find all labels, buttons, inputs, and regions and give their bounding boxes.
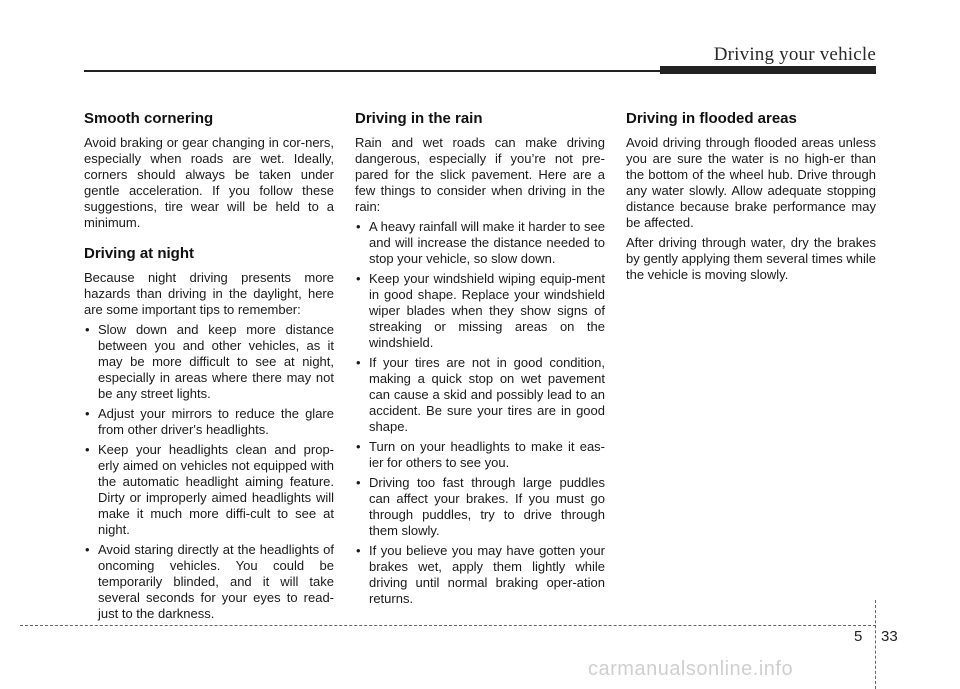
heading-driving-in-rain: Driving in the rain (355, 110, 483, 127)
list-item: • If your tires are not in good condition, making a quick stop on wet pavement can cause a skid and possibly lead to an accident. Be sure your tires are in good shape. (355, 355, 605, 435)
list-item: • Avoid staring directly at the headlights of oncoming vehicles. You could be temporarily blinded, and it will take several seconds for your eyes to read-just to the darkness. (84, 542, 334, 622)
watermark: carmanualsonline.info (588, 658, 794, 680)
column-middle (355, 110, 605, 611)
footer-dashed-rule (20, 625, 876, 626)
list-item: • Turn on your headlights to make it eas-ier for others to see you. (355, 439, 605, 471)
chapter-number: 5 (854, 628, 863, 645)
list-item: • Adjust your mirrors to reduce the glare from other driver's headlights. (84, 406, 334, 438)
list-item: • Keep your headlights clean and prop-erly aimed on vehicles not equipped with the automatic headlight aiming feature. Dirty or improperly aimed headlights will make it much more diffi-cult to see at night. (84, 442, 334, 538)
rain-tips-list (355, 219, 605, 607)
paragraph-night-intro: Because night driving presents more hazards than driving in the daylight, here are some important tips to remember: (84, 270, 334, 317)
night-tips-list (84, 322, 334, 622)
list-item: • A heavy rainfall will make it harder to see and will increase the distance needed to stop your vehicle, so slow down. (355, 219, 605, 267)
footer-vertical-rule (875, 600, 876, 689)
header-rule-thin (84, 70, 660, 72)
header-title: Driving your vehicle (713, 44, 876, 65)
list-item: • Slow down and keep more distance between you and other vehicles, as it may be more difficult to see at night, especially in areas where there may not be any street lights. (84, 322, 334, 402)
list-item: • If you believe you may have gotten your brakes wet, apply them lightly while driving until normal braking oper-ation returns. (355, 543, 605, 607)
list-item: • Driving too fast through large puddles can affect your brakes. If you must go through puddles, try to drive through them slowly. (355, 475, 605, 539)
paragraph-rain-intro: Rain and wet roads can make driving dangerous, especially if you’re not pre-pared for the slick pavement. Here are a few things to consider when driving in the rain: (355, 135, 605, 214)
page-number: 33 (881, 628, 898, 645)
heading-flooded-areas: Driving in flooded areas (626, 110, 797, 127)
column-left (84, 110, 334, 626)
list-item: • Keep your windshield wiping equip-ment in good shape. Replace your windshield wiper blades when they show signs of streaking or missing areas on the windshield. (355, 271, 605, 351)
paragraph-flooded-2: After driving through water, dry the brakes by gently applying them several times while the vehicle is moving slowly. (626, 235, 877, 282)
column-right (626, 110, 876, 287)
paragraph-flooded-1: Avoid driving through flooded areas unless you are sure the water is no high-er than the bottom of the wheel hub. Drive through any water slowly. Allow adequate stopping distance because brake performance may be affected. (626, 135, 876, 230)
header-rule-thick (660, 66, 876, 74)
paragraph-smooth-cornering: Avoid braking or gear changing in cor-ners, especially when roads are wet. Ideally, corners should always be taken under gentle acceleration. If you follow these suggestions, tire wear will be held to a minimum. (84, 135, 334, 230)
heading-smooth-cornering: Smooth cornering (84, 110, 214, 127)
heading-driving-at-night: Driving at night (84, 245, 194, 262)
